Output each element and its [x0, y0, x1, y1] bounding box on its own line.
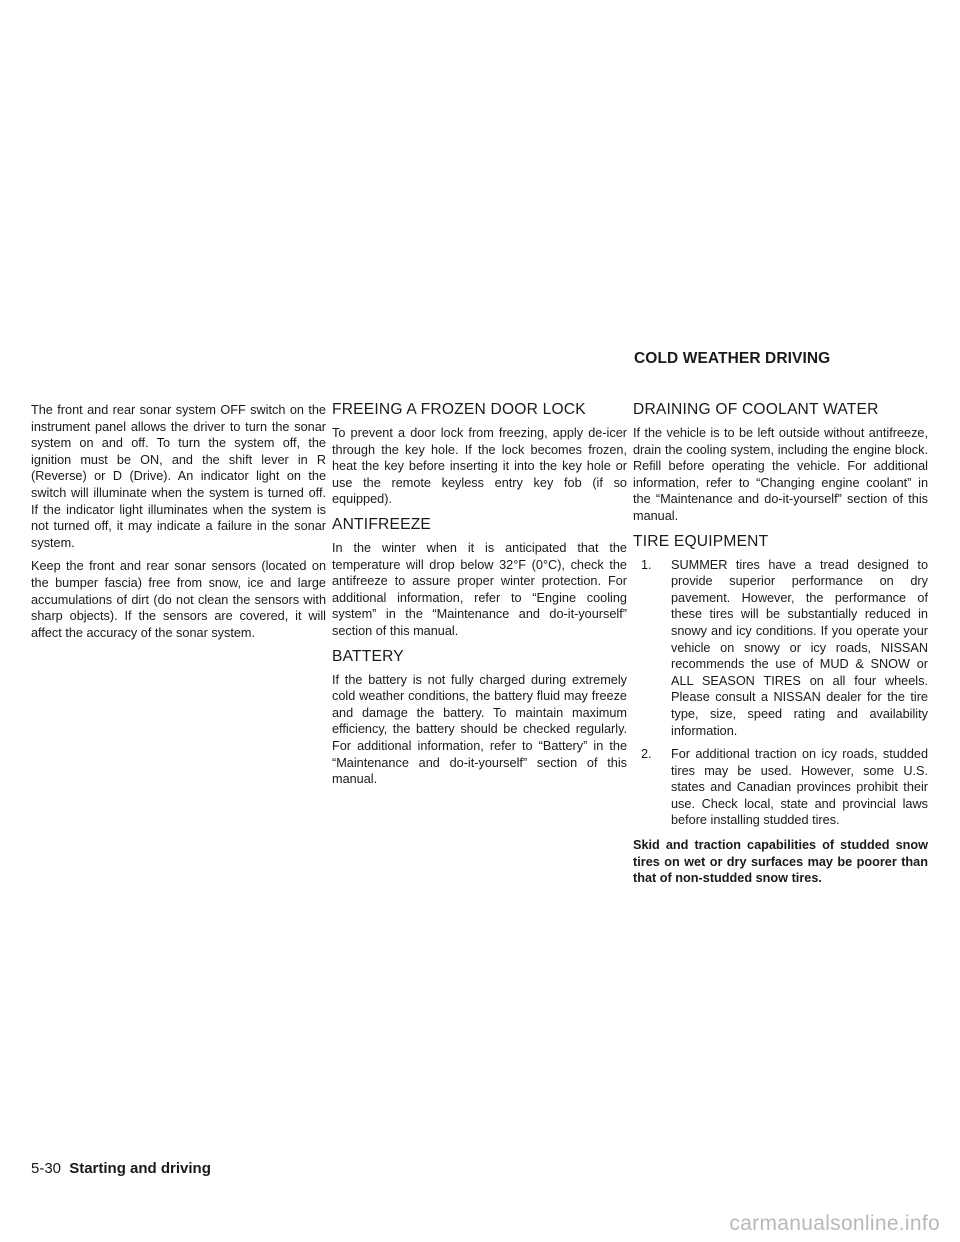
list-item-number: 2. [641, 747, 652, 762]
column-middle [332, 400, 627, 795]
section-title: COLD WEATHER DRIVING [634, 350, 831, 367]
coolant-paragraph: If the vehicle is to be left outside without antifreeze, drain the cooling system, including the engine block. Refill before operating the vehicle. For additional information, refer to “Changing engine coolant” in the “Maintenance and do-it-yourself” section of this manual. [633, 426, 928, 523]
antifreeze-paragraph: In the winter when it is anticipated that the temperature will drop below 32°F (0°C), check the antifreeze to assure proper winter protection. For additional information, refer to “Engine cooling system” in the “Maintenance and do-it-yourself” section of this manual. [332, 540, 627, 638]
heading-tire-equipment: TIRE EQUIPMENT [633, 532, 769, 550]
sonar-sensors-paragraph: Keep the front and rear sonar sensors (located on the bumper fascia) free from snow, ice and large accumulations of dirt (do not clean the sensors with sharp objects). If the sensors are covered, it will affect the accuracy of the sonar system. [31, 559, 326, 640]
list-item-number: 1. [641, 557, 652, 572]
heading-battery: BATTERY [332, 647, 404, 665]
list-item [633, 557, 928, 740]
studded-tires-warning: Skid and traction capabilities of studded snow tires on wet or dry surfaces may be poorer than that of non-studded snow tires. [633, 838, 928, 886]
list-item [633, 746, 928, 829]
heading-antifreeze: ANTIFREEZE [332, 515, 432, 533]
column-right [633, 400, 928, 894]
heading-coolant-water: DRAINING OF COOLANT WATER [633, 401, 879, 418]
column-left [31, 402, 326, 648]
list-item-text: SUMMER tires have a tread designed to provide superior performance on dry pavement. However, the performance of these tires will be substantially reduced in snowy and icy conditions. If you operate your vehicle on snowy or icy roads, NISSAN recommends the use of MUD & SNOW or ALL SEASON TIRES on all four wheels. Please consult a NISSAN dealer for the tire type, size, speed rating and availability information. [671, 557, 928, 738]
list-item-text: For additional traction on icy roads, studded tires may be used. However, some U.S. states and Canadian provinces prohibit their use. Check local, state and provincial laws before installing studded tires. [671, 747, 928, 828]
page-number: 5-30 [31, 1160, 62, 1177]
sonar-switch-paragraph: The front and rear sonar system OFF switch on the instrument panel allows the driver to turn the sonar system on and off. To turn the system off, the ignition must be ON, and the shift lever in R (Reverse) or D (Drive). An indicator light on the switch will illuminate when the system is turned off. If the indicator light illuminates when the system is not turned off, it may indicate a failure in the sonar system. [31, 403, 326, 550]
page-footer [31, 1160, 211, 1177]
battery-paragraph: If the battery is not fully charged during extremely cold weather conditions, the battery fluid may freeze and damage the battery. To maintain maximum efficiency, the battery should be checked regularly. For additional information, refer to “Battery” in the “Maintenance and do-it-yourself” section of this manual. [332, 672, 627, 787]
frozen-door-lock-paragraph: To prevent a door lock from freezing, apply de-icer through the key hole. If the lock becomes frozen, heat the key before inserting it into the key hole or use the remote keyless entry key fob (if so equipped). [332, 426, 627, 507]
watermark: carmanualsonline.info [729, 1212, 940, 1235]
heading-frozen-door-lock: FREEING A FROZEN DOOR LOCK [332, 401, 586, 418]
chapter-title: Starting and driving [69, 1160, 211, 1177]
tire-list [633, 557, 928, 830]
